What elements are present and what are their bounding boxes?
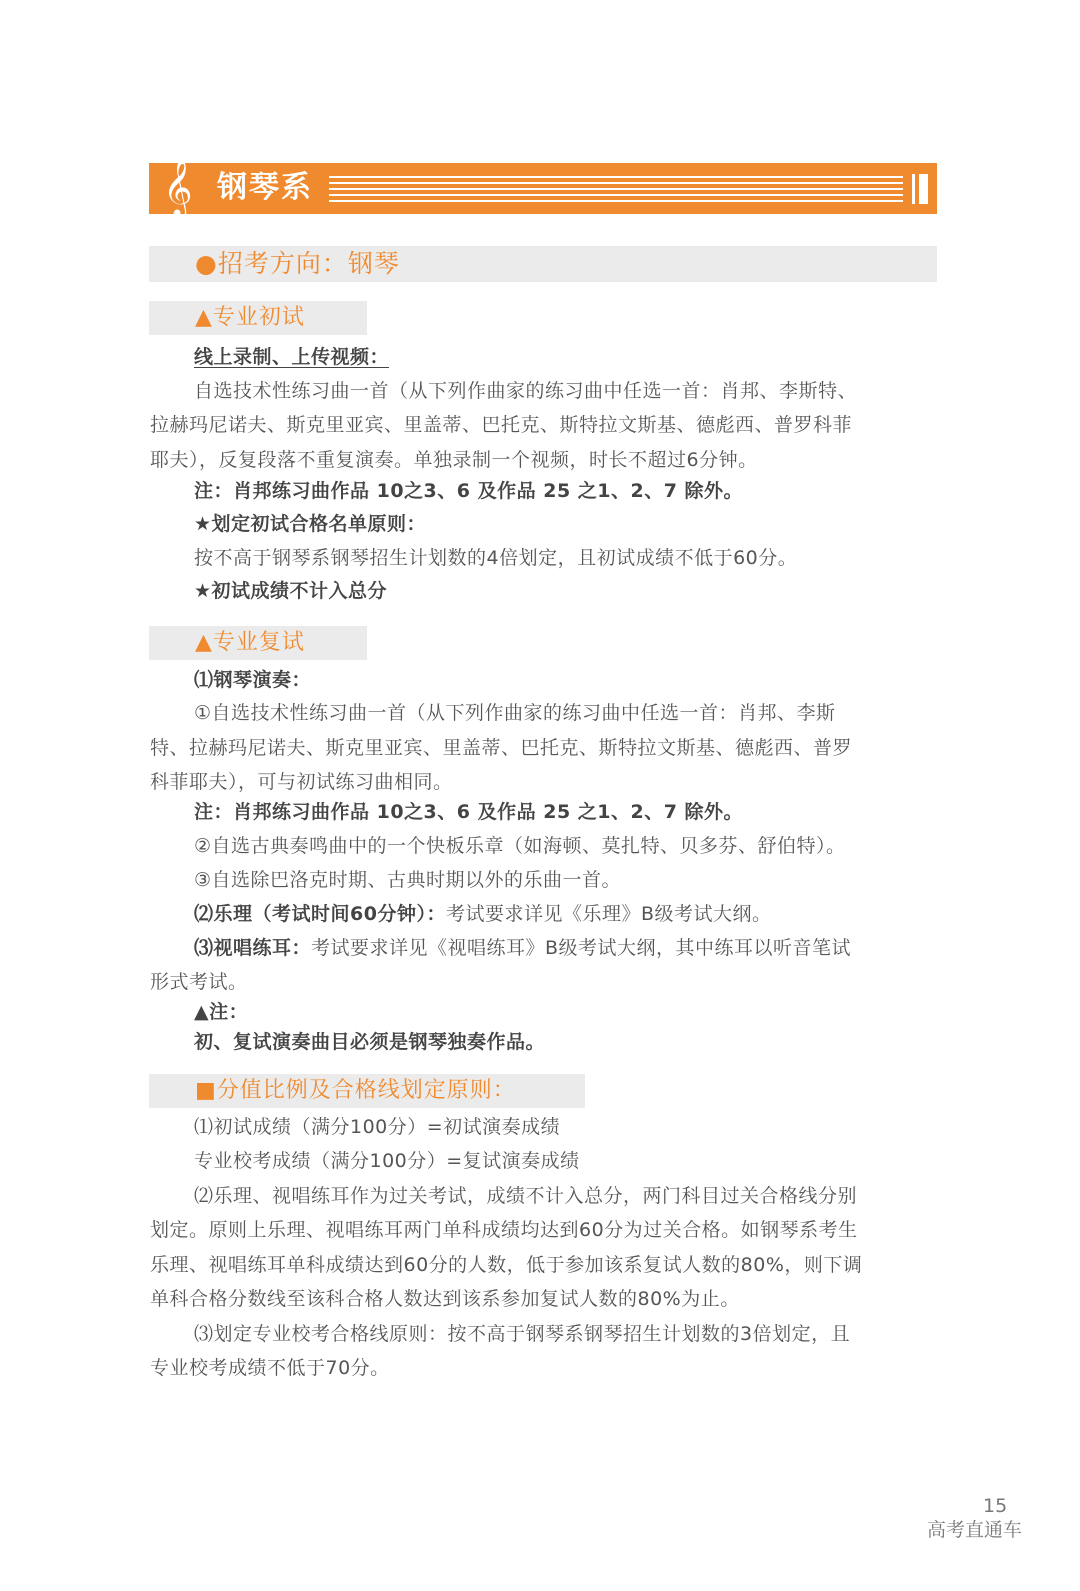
final-note: 注：肖邦练习曲作品 10之3、6 及作品 25 之1、2、7 除外。 [194, 801, 744, 823]
staff-barline-thick [919, 174, 928, 204]
final-item3: ③自选除巴洛克时期、古典时期以外的乐曲一首。 [194, 869, 622, 891]
prelim-line: 拉赫玛尼诺夫、斯克里亚宾、里盖蒂、巴托克、斯特拉文斯基、德彪西、普罗科菲 [150, 414, 853, 436]
scoring-para2-line: 单科合格分数线至该科合格人数达到该系参加复试人数的80%为止。 [150, 1288, 740, 1310]
section-title: 钢琴系 [217, 170, 313, 205]
prelim-heading: ▲专业初试 [195, 305, 305, 330]
solfege-label: ⑶视唱练耳： [194, 937, 312, 959]
prelim-rule-heading: ★划定初试合格名单原则： [194, 513, 427, 535]
scoring-para3-line: 专业校考成绩不低于70分。 [150, 1357, 390, 1379]
scoring-para2-line: ⑵乐理、视唱练耳作为过关考试，成绩不计入总分，两门科目过关合格线分别 [194, 1185, 858, 1207]
final-item1-line: ①自选技术性练习曲一首（从下列作曲家的练习曲中任选一首：肖邦、李斯 [194, 702, 836, 724]
final-heading-band [149, 626, 367, 660]
prelim-not-counted: ★初试成绩不计入总分 [194, 580, 388, 602]
scoring-para2-line: 乐理、视唱练耳单科成绩达到60分的人数，低于参加该系复试人数的80%，则下调 [150, 1254, 863, 1276]
section-banner [149, 158, 937, 216]
prelim-heading-band [149, 301, 367, 335]
prelim-line: 自选技术性练习曲一首（从下列作曲家的练习曲中任选一首：肖邦、李斯特、 [194, 380, 858, 402]
performance-heading: ⑴钢琴演奏： [194, 669, 312, 691]
prelim-method: 线上录制、上传视频： [194, 346, 390, 368]
prelim-line: 耶夫），反复段落不重复演奏。单独录制一个视频，时长不超过6分钟。 [150, 449, 758, 471]
scoring-line1: ⑴初试成绩（满分100分）=初试演奏成绩 [194, 1116, 561, 1138]
scoring-line2: 专业校考成绩（满分100分）=复试演奏成绩 [194, 1150, 580, 1172]
scoring-heading: ■分值比例及合格线划定原则： [195, 1078, 516, 1103]
final-item1-line: 科菲耶夫），可与初试练习曲相同。 [150, 771, 453, 793]
final-item2: ②自选古典奏鸣曲中的一个快板乐章（如海顿、莫扎特、贝多芬、舒伯特）。 [194, 835, 846, 857]
footer-brand: 高考直通车 [927, 1519, 1023, 1541]
final-heading: ▲专业复试 [195, 630, 305, 655]
theory-line [194, 901, 772, 927]
final-item1-line: 特、拉赫玛尼诺夫、斯克里亚宾、里盖蒂、巴托克、斯特拉文斯基、德彪西、普罗 [150, 737, 853, 759]
scoring-para2-line: 划定。原则上乐理、视唱练耳两门单科成绩均达到60分为过关合格。如钢琴系考生 [150, 1219, 858, 1241]
final-note-heading: ▲注： [194, 1001, 249, 1023]
theory-text: 考试要求详见《乐理》B级考试大纲。 [445, 903, 772, 925]
prelim-rule-text: 按不高于钢琴系钢琴招生计划数的4倍划定，且初试成绩不低于60分。 [194, 547, 798, 569]
solfege-text-cont: 形式考试。 [150, 971, 248, 993]
music-staff-decoration [329, 176, 903, 202]
theory-label: ⑵乐理（考试时间60分钟）： [194, 903, 446, 925]
final-note-text: 初、复试演奏曲目必须是钢琴独奏作品。 [194, 1031, 546, 1053]
staff-barline-thin [912, 174, 915, 204]
treble-clef-icon: 𝄞 [163, 158, 193, 216]
page-number: 15 [983, 1495, 1008, 1517]
prelim-note: 注：肖邦练习曲作品 10之3、6 及作品 25 之1、2、7 除外。 [194, 480, 744, 502]
direction-heading: ●招考方向：钢琴 [195, 249, 400, 278]
direction-band [149, 246, 937, 282]
scoring-heading-band [149, 1074, 585, 1108]
solfege-line [194, 935, 851, 961]
scoring-para3-line: ⑶划定专业校考合格线原则：按不高于钢琴系钢琴招生计划数的3倍划定，且 [194, 1323, 851, 1345]
solfege-text: 考试要求详见《视唱练耳》B级考试大纲，其中练耳以听音笔试 [311, 937, 852, 959]
